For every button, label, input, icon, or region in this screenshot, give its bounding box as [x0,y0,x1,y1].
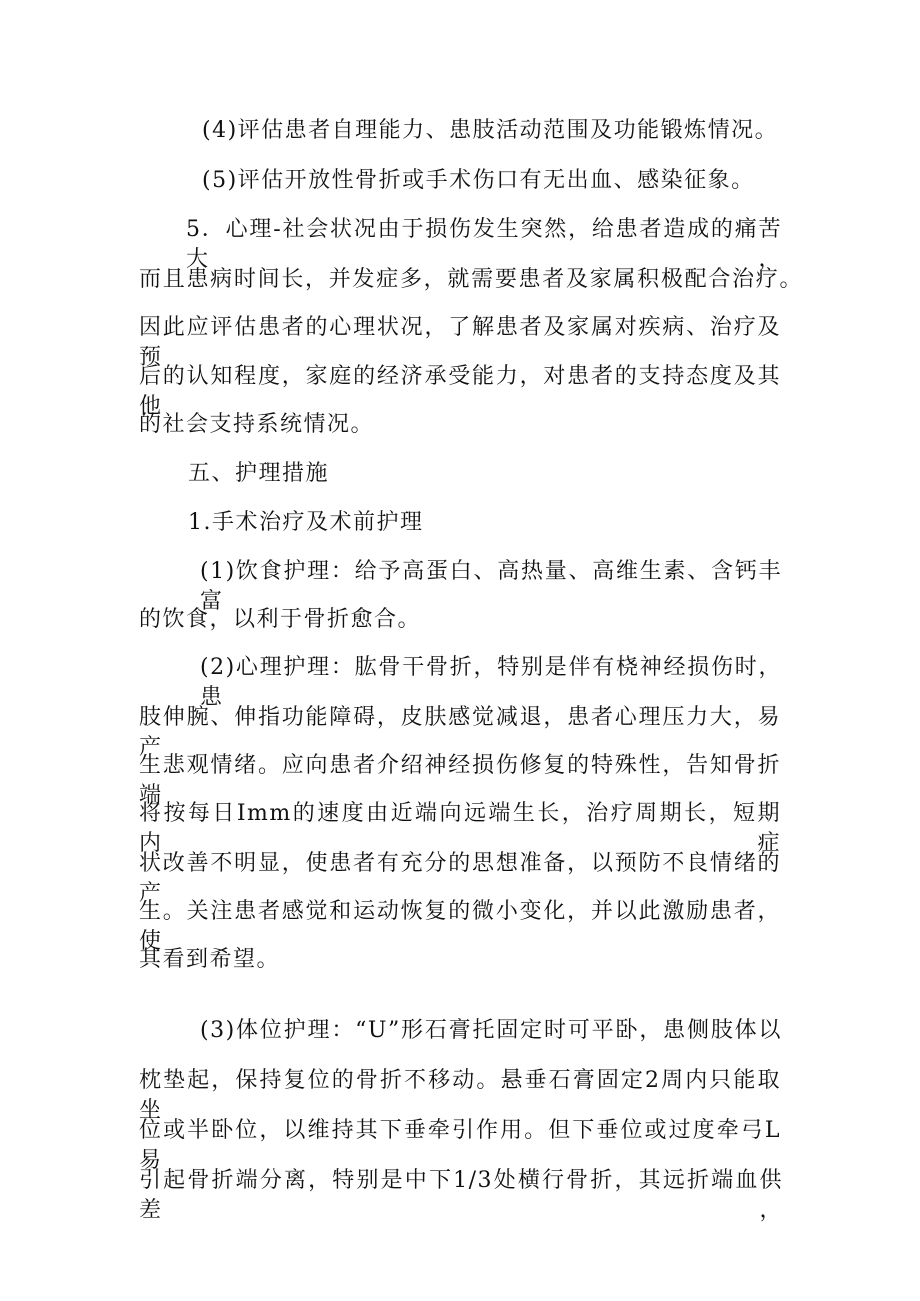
text-line: 将按每日Imm的速度由近端向远端生长，治疗周期长，短期内症 [139,801,781,856]
text-line: 状改善不明显，使患者有充分的思想准备，以预防不良情绪的产 [139,851,781,906]
text-line: 生悲观情绪。应向患者介绍神经损伤修复的特殊性，告知骨折端 [139,753,781,808]
text-line: 因此应评估患者的心理状况，了解患者及家属对疾病、治疗及预 [139,315,781,370]
text-line: 生。关注患者感觉和运动恢复的微小变化，并以此激励患者，使 [139,899,781,954]
text-line: 其看到希望。 [139,947,281,972]
text-line: (2)心理护理：肱骨干骨折，特别是伴有桡神经损伤时，患 [200,655,782,710]
text-line: 肢伸腕、伸指功能障碍，皮肤感觉减退，患者心理压力大，易产 [139,705,781,760]
text-line: (5)评估开放性骨折或手术伤口有无出血、感染征象。 [202,168,755,193]
text-line: (4)评估患者自理能力、患肢活动范围及功能锻炼情况。 [202,118,779,143]
text-line: 后的认知程度，家庭的经济承受能力，对患者的支持态度及其他 [139,364,781,419]
text-line: (3)体位护理：“U”形石膏托固定时可平卧，患侧肢体以 [200,1018,782,1043]
text-line: 而且患病时间长，并发症多，就需要患者及家属积极配合治疗。 [139,267,803,292]
text-line: (1)饮食护理：给予高蛋白、高热量、高维生素、含钙丰富 [200,559,782,614]
text-line: 的饮食，以利于骨折愈合。 [139,607,422,632]
text-line: 枕垫起，保持复位的骨折不移动。悬垂石膏固定2周内只能取坐 [139,1068,781,1123]
subsection-heading: 1.手术治疗及术前护理 [188,510,424,535]
text-line: 5．心理-社会状况由于损伤发生突然，给患者造成的痛苦大， [186,217,782,272]
section-heading: 五、护理措施 [188,461,330,486]
text-line: 位或半卧位，以维持其下垂牵引作用。但下垂位或过度牵弓L易 [139,1118,781,1173]
text-line: 的社会支持系统情况。 [139,412,375,437]
text-line: 引起骨折端分离，特别是中下1/3处横行骨折，其远折端血供差， [139,1168,783,1223]
